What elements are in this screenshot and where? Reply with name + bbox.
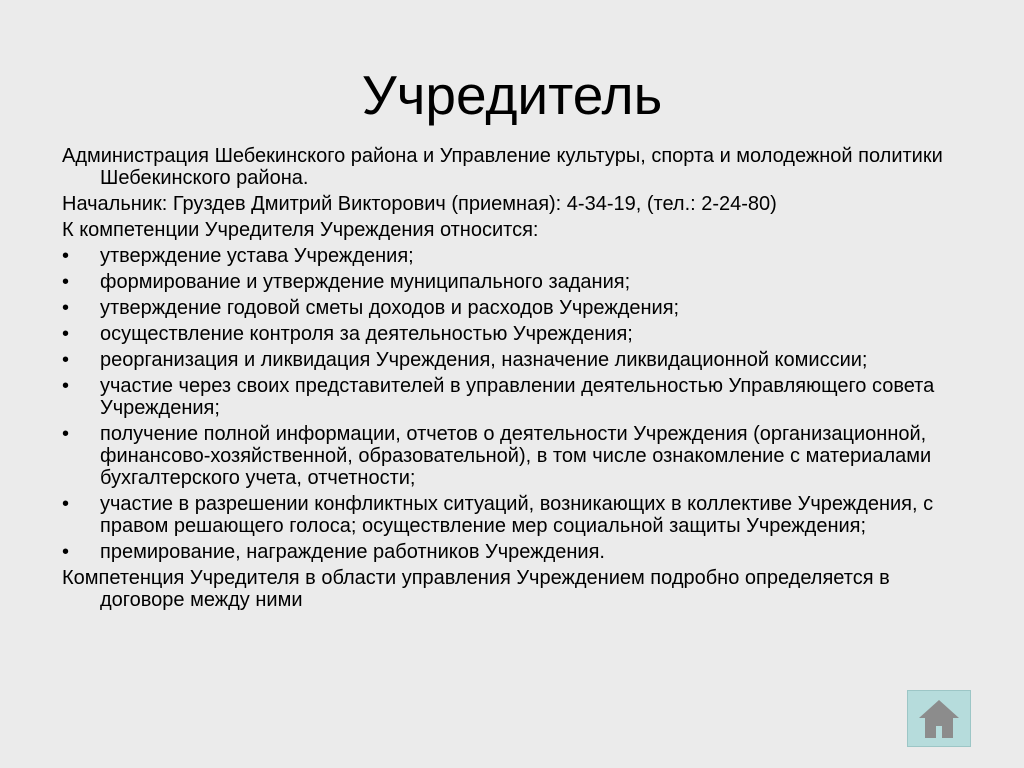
list-item-text: осуществление контроля за деятельностью Учреждения;: [100, 323, 633, 345]
list-item-text: получение полной информации, отчетов о деятельности Учреждения (организационной, финансово-хозяйственной, образовательной), в том числе ознакомление с материалами бухгалтерского учета, отчетности;: [100, 423, 932, 489]
home-icon: [918, 698, 960, 740]
list-item: [62, 297, 962, 319]
bullet-icon: •: [62, 271, 70, 293]
head-contact-paragraph: Начальник: Груздев Дмитрий Викторович (приемная): 4-34-19, (тел.: 2-24-80): [62, 193, 777, 215]
list-item: [62, 541, 962, 563]
list-item: [62, 423, 962, 489]
list-item-text: участие в разрешении конфликтных ситуаций, возникающих в коллективе Учреждения, с правом решающего голоса; осуществление мер социальной защиты Учреждения;: [100, 493, 934, 537]
bullet-icon: •: [62, 423, 70, 445]
bullet-icon: •: [62, 375, 70, 397]
slide-content: [62, 145, 962, 615]
bullet-icon: •: [62, 323, 70, 345]
list-item-text: реорганизация и ликвидация Учреждения, назначение ликвидационной комиссии;: [100, 349, 868, 371]
bullet-icon: •: [62, 245, 70, 267]
list-item: [62, 375, 962, 419]
list-item-text: утверждение устава Учреждения;: [100, 245, 414, 267]
bullet-icon: •: [62, 541, 70, 563]
list-item-text: формирование и утверждение муниципального задания;: [100, 271, 631, 293]
list-item-text: утверждение годовой сметы доходов и расходов Учреждения;: [100, 297, 680, 319]
list-item: [62, 271, 962, 293]
home-button[interactable]: [907, 690, 971, 747]
slide-title: Учредитель: [361, 64, 663, 126]
competence-list: [62, 245, 962, 563]
list-item: [62, 349, 962, 371]
bullet-icon: •: [62, 349, 70, 371]
list-item-text: премирование, награждение работников Учреждения.: [100, 541, 605, 563]
closing-paragraph: Компетенция Учредителя в области управления Учреждением подробно определяется в договоре между ними: [62, 567, 890, 611]
bullet-icon: •: [62, 493, 70, 515]
founder-paragraph: Администрация Шебекинского района и Управление культуры, спорта и молодежной политики Шебекинского района.: [62, 145, 943, 189]
list-item: [62, 323, 962, 345]
list-item: [62, 245, 962, 267]
competence-intro: К компетенции Учредителя Учреждения относится:: [62, 219, 539, 241]
bullet-icon: •: [62, 297, 70, 319]
list-item: [62, 493, 962, 537]
list-item-text: участие через своих представителей в управлении деятельностью Управляющего совета Учреждения;: [100, 375, 935, 419]
